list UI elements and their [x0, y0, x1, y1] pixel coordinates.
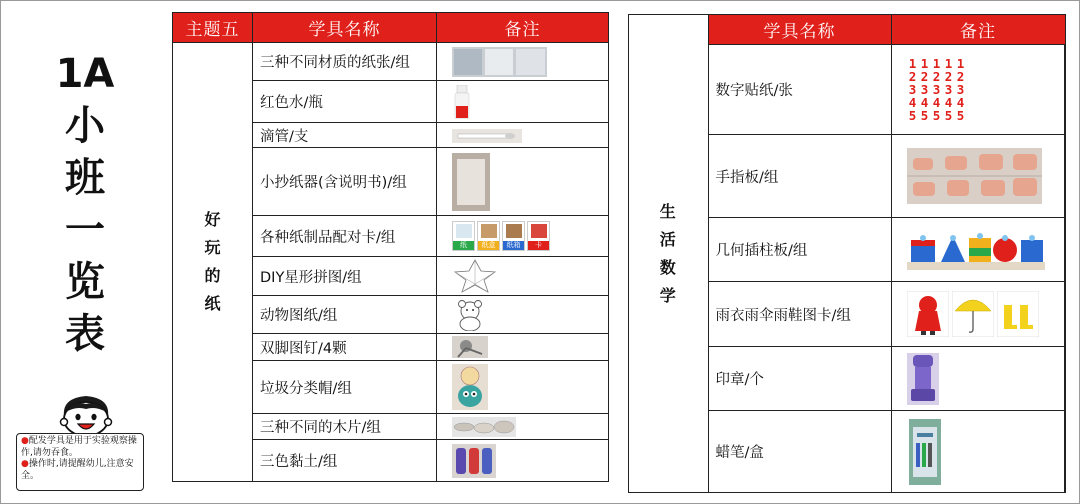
title-char: 小 [65, 103, 105, 149]
sorting-hat-icon [452, 364, 488, 410]
life-math-table [628, 14, 1066, 493]
item-name: 垃圾分类帽/组 [253, 361, 437, 414]
title-char: 班 [65, 155, 105, 201]
theme-cell [173, 43, 253, 482]
theme-char: 玩 [204, 238, 221, 257]
theme-char: 数 [659, 257, 676, 277]
item-name: 蜡笔/盒 [708, 411, 891, 493]
theme-char: 纸 [204, 294, 221, 313]
item-name: 三色黏土/组 [253, 440, 437, 482]
wood-chips-icon [452, 417, 516, 437]
header-item-name: 学具名称 [708, 15, 891, 45]
notice-line [21, 436, 139, 459]
card-picture [481, 224, 497, 238]
item-name: 双脚图钉/4颗 [253, 334, 437, 361]
item-name: DIY星形拼图/组 [253, 257, 437, 296]
notice-text: 配发学具是用于实验观察操作,请勿吞食。 [21, 436, 137, 458]
item-image-cell [437, 440, 609, 482]
item-image-cell [437, 296, 609, 334]
item-name: 红色水/瓶 [253, 81, 437, 123]
item-name: 雨衣雨伞雨鞋图卡/组 [708, 282, 891, 347]
star-puzzle-icon [452, 259, 498, 293]
paper-product-cards [452, 221, 608, 251]
bullet-dot-icon: ● [21, 436, 29, 446]
card-label: 纸盒 [478, 241, 499, 250]
umbrella-card-icon [952, 291, 994, 337]
item-image-cell [437, 257, 609, 296]
item-image-cell [437, 148, 609, 216]
card-picture [456, 224, 472, 238]
number-stickers: 1 1 1 1 1 2 2 2 2 2 3 3 3 3 3 4 4 4 4 4 5 5 5 5 5 [908, 56, 965, 123]
theme-five-table [172, 12, 609, 482]
item-image-cell [437, 334, 609, 361]
item-name: 印章/个 [708, 347, 891, 411]
card-label: 纸箱 [503, 241, 524, 250]
pairing-card [452, 221, 475, 251]
theme-char: 活 [659, 229, 676, 249]
theme-char: 生 [659, 201, 676, 221]
safety-notice [16, 433, 144, 491]
bullet-dot-icon: ● [21, 459, 29, 469]
stamp-icon [907, 353, 939, 405]
item-name: 数字贴纸/张 [708, 45, 891, 135]
title-char: 览 [65, 259, 105, 305]
paper-fastener-icon [452, 336, 488, 358]
card-label: 纸 [453, 241, 474, 250]
item-image-cell [437, 414, 609, 440]
item-image-cell [437, 216, 609, 257]
title-char: 一 [65, 207, 105, 253]
item-image-cell [437, 123, 609, 148]
item-name: 三种不同的木片/组 [253, 414, 437, 440]
pairing-card [502, 221, 525, 251]
header-theme: 主题五 [173, 13, 253, 43]
item-image-cell [891, 411, 1065, 493]
red-water-bottle-icon [452, 85, 472, 119]
title-char: 表 [65, 311, 105, 357]
theme-char: 好 [204, 210, 221, 229]
finger-board-icon [907, 148, 1042, 204]
item-image-cell [437, 43, 609, 81]
item-name: 各种纸制品配对卡/组 [253, 216, 437, 257]
item-name: 三种不同材质的纸张/组 [253, 43, 437, 81]
item-name: 小抄纸器(含说明书)/组 [253, 148, 437, 216]
paper-samples-icon [452, 47, 547, 77]
header-item-name: 学具名称 [253, 13, 437, 43]
card-picture [531, 224, 547, 238]
raincoat-card-icon [907, 291, 949, 337]
item-image-cell [437, 361, 609, 414]
page-title [45, 48, 125, 360]
clay-tubes-icon [452, 444, 496, 478]
item-image-cell [891, 347, 1065, 411]
theme-char: 学 [659, 285, 676, 305]
item-image-cell [891, 135, 1065, 218]
card-label: 卡 [528, 241, 549, 250]
rain-gear-cards [907, 291, 1065, 337]
header-remarks: 备注 [437, 13, 609, 43]
animal-drawing-icon [452, 299, 488, 331]
dropper-icon [452, 129, 522, 143]
item-name: 几何插柱板/组 [708, 218, 891, 282]
theme-char: 的 [204, 266, 221, 285]
header-remarks: 备注 [891, 15, 1065, 45]
item-name: 动物图纸/组 [253, 296, 437, 334]
paper-maker-frame-icon [452, 153, 490, 211]
item-name: 手指板/组 [708, 135, 891, 218]
title-char: 1A [55, 51, 115, 97]
pairing-card [527, 221, 550, 251]
item-name: 滴管/支 [253, 123, 437, 148]
rain-boots-card-icon [997, 291, 1039, 337]
item-image-cell [437, 81, 609, 123]
boy-mascot-icon [56, 392, 116, 436]
item-image-cell [891, 282, 1065, 347]
card-picture [506, 224, 522, 238]
geometry-peg-board-icon [907, 226, 1045, 274]
pairing-card [477, 221, 500, 251]
item-image-cell [891, 218, 1065, 282]
item-image-cell [891, 45, 1065, 135]
theme-cell [628, 15, 708, 493]
notice-text: 操作时,请提醒幼儿,注意安全。 [21, 459, 134, 481]
notice-line [21, 459, 139, 482]
crayon-box-icon [907, 419, 943, 485]
